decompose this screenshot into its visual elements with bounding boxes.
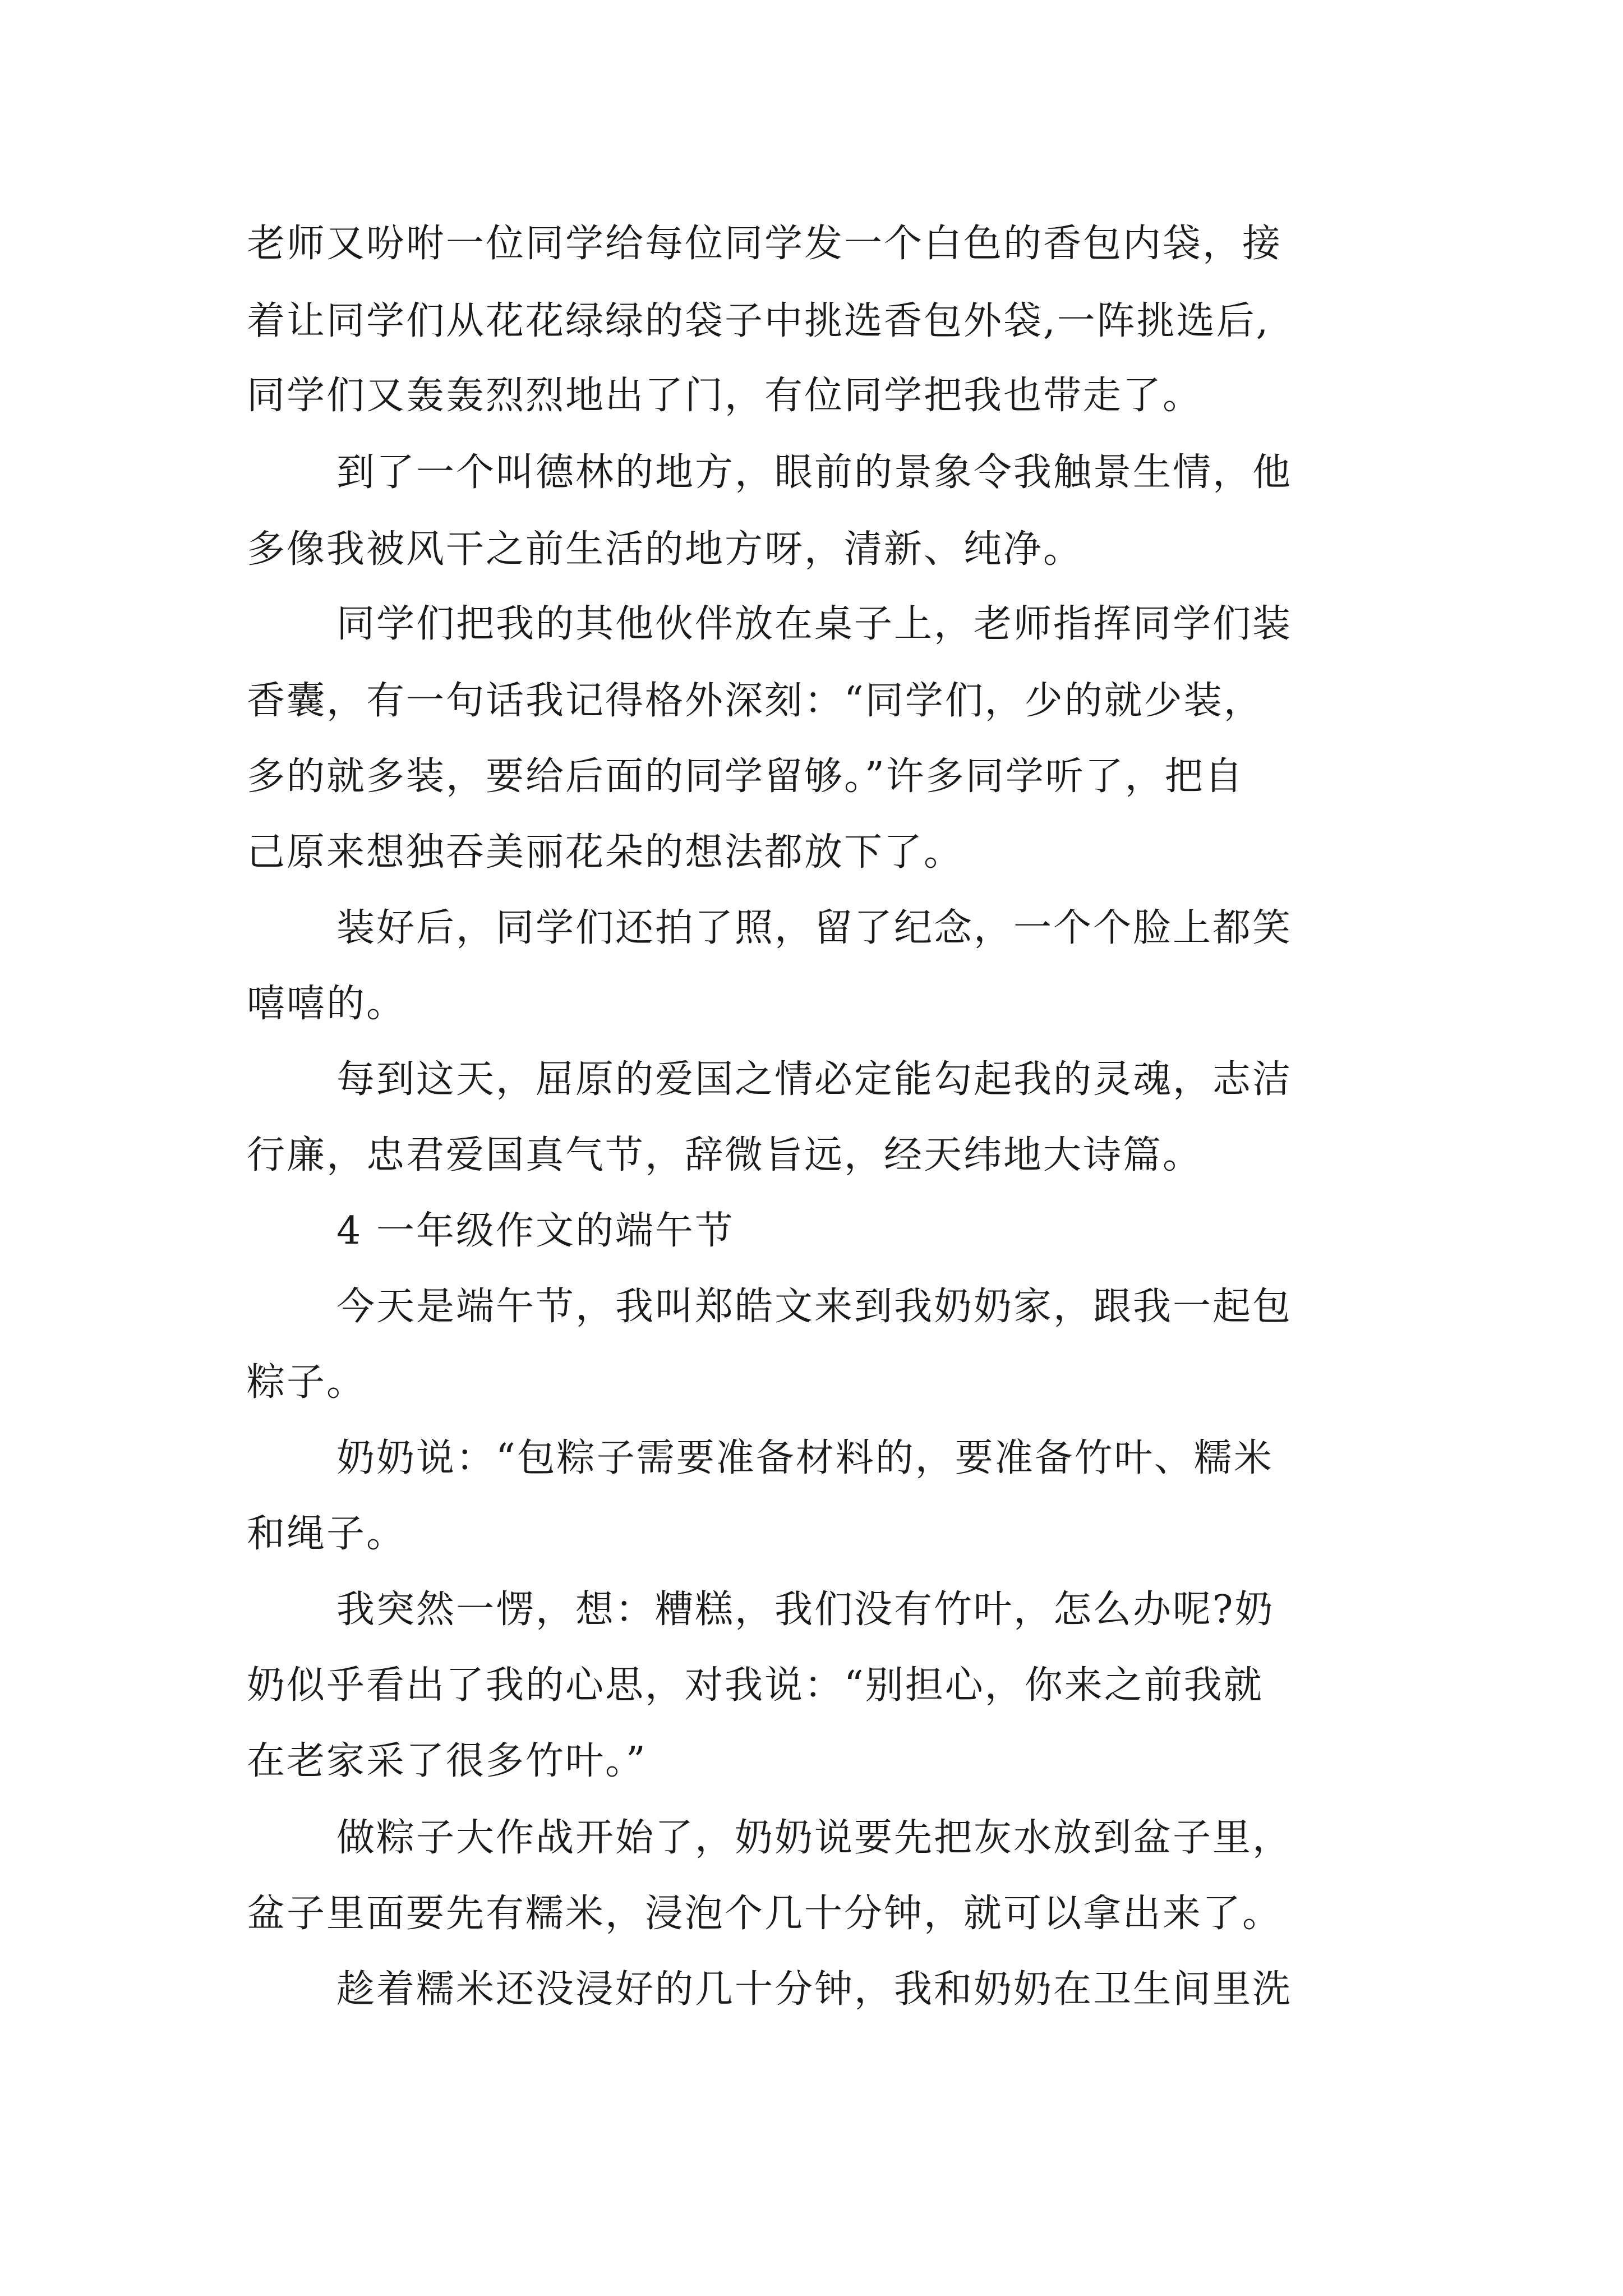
text-line: 着让同学们从花花绿绿的袋子中挑选香包外袋,一阵挑选后, xyxy=(247,299,1270,343)
text-line: 粽子。 xyxy=(247,1360,367,1405)
text-line: 奶似乎看出了我的心思，对我说：“别担心，你来之前我就 xyxy=(247,1663,1264,1708)
text-line: 和绳子。 xyxy=(247,1512,407,1556)
text-line: 多的就多装，要给后面的同学留够。”许多同学听了，把自 xyxy=(247,754,1244,799)
paragraph-first-line: 奶奶说：“包粽子需要准备材料的，要准备竹叶、糯米 xyxy=(336,1436,1274,1480)
section-heading: 4 一年级作文的端午节 xyxy=(336,1209,735,1253)
paragraph-first-line: 每到这天，屈原的爱国之情必定能勾起我的灵魂，志洁 xyxy=(336,1057,1293,1102)
paragraph-first-line: 做粽子大作战开始了，奶奶说要先把灰水放到盆子里， xyxy=(336,1816,1293,1860)
text-line: 嘻嘻的。 xyxy=(247,982,407,1026)
text-line: 在老家采了很多竹叶。” xyxy=(247,1739,647,1783)
text-line: 老师又吩咐一位同学给每位同学发一个白色的香包内袋，接 xyxy=(247,222,1283,266)
paragraph-first-line: 我突然一愣，想：糟糕，我们没有竹叶，怎么办呢?奶 xyxy=(336,1588,1275,1632)
text-line: 同学们又轰轰烈烈地出了门，有位同学把我也带走了。 xyxy=(247,374,1203,418)
paragraph-first-line: 今天是端午节，我叫郑皓文来到我奶奶家，跟我一起包 xyxy=(336,1285,1293,1329)
paragraph-first-line: 装好后，同学们还拍了照，留了纪念，一个个脸上都笑 xyxy=(336,906,1293,950)
paragraph-first-line: 趁着糯米还没浸好的几十分钟，我和奶奶在卫生间里洗 xyxy=(336,1967,1293,2012)
text-line: 行廉，忠君爱国真气节，辞微旨远，经天纬地大诗篇。 xyxy=(247,1133,1203,1177)
paragraph-first-line: 同学们把我的其他伙伴放在桌子上，老师指挥同学们装 xyxy=(336,602,1293,646)
text-line: 香囊，有一句话我记得格外深刻：“同学们，少的就少装， xyxy=(247,679,1264,723)
text-line: 多像我被风干之前生活的地方呀，清新、纯净。 xyxy=(247,527,1083,572)
text-line: 己原来想独吞美丽花朵的想法都放下了。 xyxy=(247,830,964,875)
paragraph-first-line: 到了一个叫德林的地方，眼前的景象令我触景生情，他 xyxy=(336,450,1293,495)
text-line: 盆子里面要先有糯米，浸泡个几十分钟，就可以拿出来了。 xyxy=(247,1892,1283,1936)
